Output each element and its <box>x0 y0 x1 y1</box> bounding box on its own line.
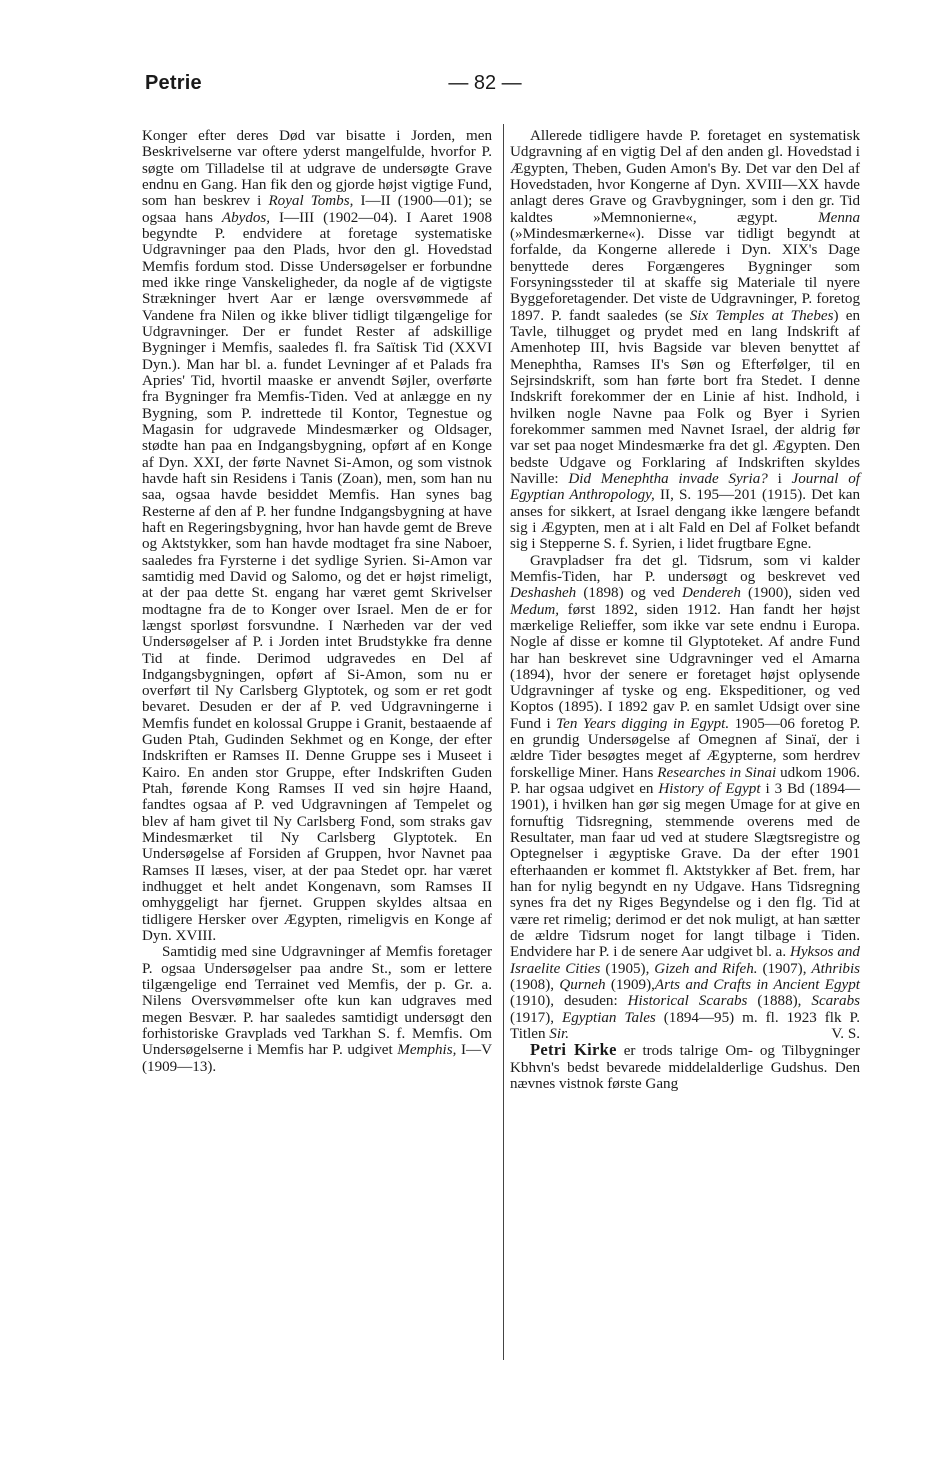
paragraph <box>510 553 860 1043</box>
text-run: (1907), <box>757 960 812 977</box>
right-column <box>510 128 860 1092</box>
text-run: (1909), <box>605 977 655 994</box>
text-run: (1917), <box>510 1009 562 1026</box>
paragraph-text <box>510 553 860 1043</box>
italic-title: Sir. <box>549 1026 570 1043</box>
italic-title: Qurneh <box>559 977 606 994</box>
italic-title: Researches in Sinai <box>657 764 777 781</box>
text-run: først 1892, siden 1912. Han fandt her højst mærkelige Relieffer, som ikke var sete endnu i Europa. Nogle af disse er komne til Glyptoteket. Af andre Fund har han beskrevet sine Udgravninger ved el Amarna (1894), hvor der senere er foretaget højst oplysende Udgravninger af tyske og eng. Ekspeditioner, og ved Koptos (1895). I 1892 gav P. en samlet Udsigt over sine Fund i <box>510 601 860 732</box>
text-run: Gravpladser fra det gl. Tidsrum, som vi kalder Memfis-Tiden, har P. undersøgt og beskrevet ved <box>510 552 860 585</box>
paragraph <box>142 128 492 944</box>
italic-title: Royal Tombs, <box>268 193 354 210</box>
text-run: (1910), desuden: <box>510 993 628 1010</box>
text-run: I—V (1909—13). <box>142 1042 493 1075</box>
italic-title: Abydos, <box>221 209 271 226</box>
italic-title: Gizeh and Rifeh. <box>654 960 758 977</box>
text-run: Konger efter deres Død var bisatte i Jorden, men Beskrivelserne var oftere yderst mangelfulde, hvorfor P. søgte om Tilladelse til at udgrave de undersøgte Grave endnu en Gang. Han fik den og gjorde højst vigtige Fund, som han beskrev i <box>142 128 492 210</box>
running-header <box>145 72 785 102</box>
text-run: (1888), <box>747 993 812 1010</box>
italic-title: Hyksos and Israelite Cities <box>510 944 860 977</box>
author-signature: V. S. <box>831 1026 860 1043</box>
text-run: (1900), siden ved <box>740 585 860 602</box>
text-run: I—II (1900—01); se ogsaa hans <box>142 193 493 226</box>
text-run: (»Mindesmærkerne«). Disse var tidligt begyndt at forfalde, da Kongerne allerede i Dyn. XIX's Dage benyttede deres Forgængeres Bygninger som Forsyningssteder til at skaffe sig Materiale til nyere Byggeforetagender. Det viste de Udgravninger, P. foretog 1897. P. fandt saaledes (se <box>510 225 860 324</box>
text-run: I—III (1902—04). I Aaret 1908 begyndte P. endvidere at foretage systematiske Udgravninger paa den Plads, hvor den gl. Hovedstad Memfis fordum stod. Disse Undersøgelser er forbundne med ikke ringe Vanskeligheder, da nogle af de vigtigste Strækninger hvert Aar er længe oversvømmede af Vandene fra Nilen og ikke bliver tidligt tilgængelige for Udgravninger. Der er fundet Rester af adskillige Bygninger i Memfis, saaledes fl. fra Saïtisk Tid (XXVI Dyn.). Man har bl. a. fundet Levninger af et Palads fra Apries' Tid, hvortil maaske er anvendt Søjler, overførte fra Bygninger fra Memfis-Tiden. Ved at anlægge en ny Bygning, som P. indrettede til Kontor, Tegnestue og Magasin for udgravede Mindesmærker og Oldsager, stødte han paa en Indgangsbygning, opført af en Konge af Dyn. XXI, der førte Navnet Si-Amon, og som vistnok havde haft sin Residens i Tanis (Zoan), men, som han nu saa, ogsaa havde besiddet Memfis. Han synes bag Resterne af den af P. her fundne Indgangsbygning at have haft en Regeringsbygning, hvor han havde gemt de Breve og Aktstykker, som han havde modtaget fra sine Naboer, saaledes fra Fyrsterne i det sydlige Syrien. Si-Amon var samtidig med David og Salomo, og det er højst rimeligt, at der paa dette St. engang har været gemt Skrivelser modtagne fra de to Konger over Israel. Men de er for længst sporløst forsvundne. I Nærheden var der ved Undersøgelser af P. i Jorden intet Brudstykke fra denne Tid at finde. Derimod udgravedes en Del af Indgangsbygningen, opført af Si-Amon, som nu er overført til Ny Carlsberg Glyptotek, og som er ret godt bevaret. Desuden er der af P. ved Udgravningerne i Memfis fundet en kolossal Gruppe i Granit, bestaaende af Guden Ptah, Gudinden Sekhmet og en Konge, der efter Indskriften er Ramses II. Denne Gruppe ses i Museet i Kairo. En anden stor Gruppe, efter Indskriften Guden Ptah, førende Kong Ramses II ved sin højre Haand, fandtes ogsaa af P. ved Udgravningen af Tempelet og blev af ham givet til Ny Carlsberg Fond, som straks gav Mindesmærket til Ny Carlsberg Glyptotek. En Undersøgelse af Forsiden af Gruppen, hvor Navnet paa Ramses II læses, viser, at der paa Stedet opr. har været indhugget et helt andet Kongenavn, som Ramses II omhyggeligt har fjernet. Gruppen skyldes altsaa en tidligere Hersker over Ægypten, rimeligvis en Konge af Dyn. XVIII. <box>142 209 492 945</box>
paragraph <box>142 944 492 1075</box>
italic-title: Scarabs <box>811 993 861 1010</box>
italic-title: Historical Scarabs <box>627 993 748 1010</box>
text-run: i 3 Bd (1894—1901), i hvilken han gør sig megen Umage for at give en fornuftig Tidsregning, stemmende overens med de Resultater, man faar ud ved at studere Slægtsregistre og Optegnelser i ægyptiske Grave. Da der efter 1901 efterhaanden er kommet fl. Aktstykker af Bet. frem, har han for nylig begyndt en ny Udgave. Hans Tidsregning synes fra det ny Riges Begyndelse og i den flg. Tid at være ret rimelig; derimod er det nok muligt, at han sætter de ældre Tidsrum noget for langt tilbage i Tiden. Endvidere har P. i de senere Aar udgivet bl. a. <box>510 781 860 961</box>
italic-title: Did Menephtha invade Syria? <box>568 470 768 487</box>
text-run: (1898) og ved <box>576 585 682 602</box>
entry-paragraph <box>510 1042 860 1092</box>
italic-title: Deshasheh <box>510 585 577 602</box>
text-run: Samtidig med sine Udgravninger af Memfis foretager P. ogsaa Undersøgelser paa andre St., som er lettere tilgængelige end Terrainet ved Memfis, der p. Gr. a. Nilens Oversvømmelser ofte kun kan udgraves med megen Besvær. P. har saaledes samtidigt undersøgt den forhistoriske Gravplads ved Tarkhan S. f. Memfis. Om Undersøgelserne i Memfis har P. udgivet <box>142 944 492 1059</box>
entry-headword: Petri Kirke <box>530 1040 617 1060</box>
text-run: (1908), <box>510 977 560 994</box>
italic-title: History of Egypt <box>658 781 761 798</box>
entry-text: er trods talrige Om- og Tilbygninger Kbhvn's bedst bevarede middelalderlige Gudshus. Den nævnes vistnok første Gang <box>510 1043 860 1093</box>
italic-title: Athribis <box>811 960 861 977</box>
text-run: (1894—95) m. fl. 1923 flk P. Titlen <box>510 1009 860 1043</box>
italic-title: Memphis, <box>397 1042 457 1059</box>
text-run: i <box>767 470 792 487</box>
text-run: Allerede tidligere havde P. foretaget en systematisk Udgravning af en vigtig Del af den anden gl. Hovedstad i Ægypten, Theben, Guden Amon's By. Det var den Del af Hovedstaden, hvor Kongerne af Dyn. XVIII—XX havde anlagt deres Grave og Gravbygninger, som i den gr. Tid kaldtes »Memnonierne«, ægypt. <box>510 128 860 226</box>
text-run: udkom 1906. P. har ogsaa udgivet en <box>510 764 860 798</box>
italic-title: Arts and Crafts in Ancient Egypt <box>654 977 860 994</box>
italic-title: Medum, <box>510 601 560 618</box>
italic-title: Journal of Egyptian Anthropology, <box>510 470 860 504</box>
italic-title: Menna <box>818 209 860 226</box>
text-run: II, S. 195—201 (1915). Det kan anses for sikkert, at Israel dengang ikke længere befandt sig i Ægypten, men at i alt Fald en Del af Folket befandt sig i Stepperne S. f. Syrien, i lidet frugtbare Egne. <box>510 487 860 553</box>
text-run: 1905—06 foretog P. en grundig Undersøgelse af Omegnen af Sinaï, der i ældre Tider besøgtes meget af Ægypterne, som herdrev forskellige Miner. Hans <box>510 715 860 781</box>
left-column <box>142 128 492 1075</box>
running-head-word: Petrie <box>145 72 202 94</box>
text-run: ) en Tavle, tilhugget og prydet med en lang Indskrift af Amenhotep III, hvis Bagside var bleven benyttet af Menephtha, Ramses II's Søn og Efterfølger, til en Sejrsindskrift, som han førte bort fra Stedet. I denne Indskrift forekommer der en Linie af hist. Indhold, i hvilken nogle Navne paa Folk og Byer i Syrien forekommer sammen med Navnet Israel, der aldrig før var set paa noget Mindesmærke fra det gl. Ægypten. Den bedste Udgave og Forklaring af Indskriften skyldes Naville: <box>510 307 861 487</box>
italic-title: Egyptian Tales <box>561 1009 656 1026</box>
page-number: — 82 — <box>448 72 522 94</box>
column-divider <box>503 124 504 1360</box>
italic-title: Dendereh <box>681 585 741 602</box>
italic-title: Ten Years digging in Egypt. <box>556 715 730 732</box>
italic-title: Six Temples at Thebes <box>689 307 834 324</box>
text-run: (1905), <box>600 960 655 977</box>
paragraph <box>510 128 860 553</box>
